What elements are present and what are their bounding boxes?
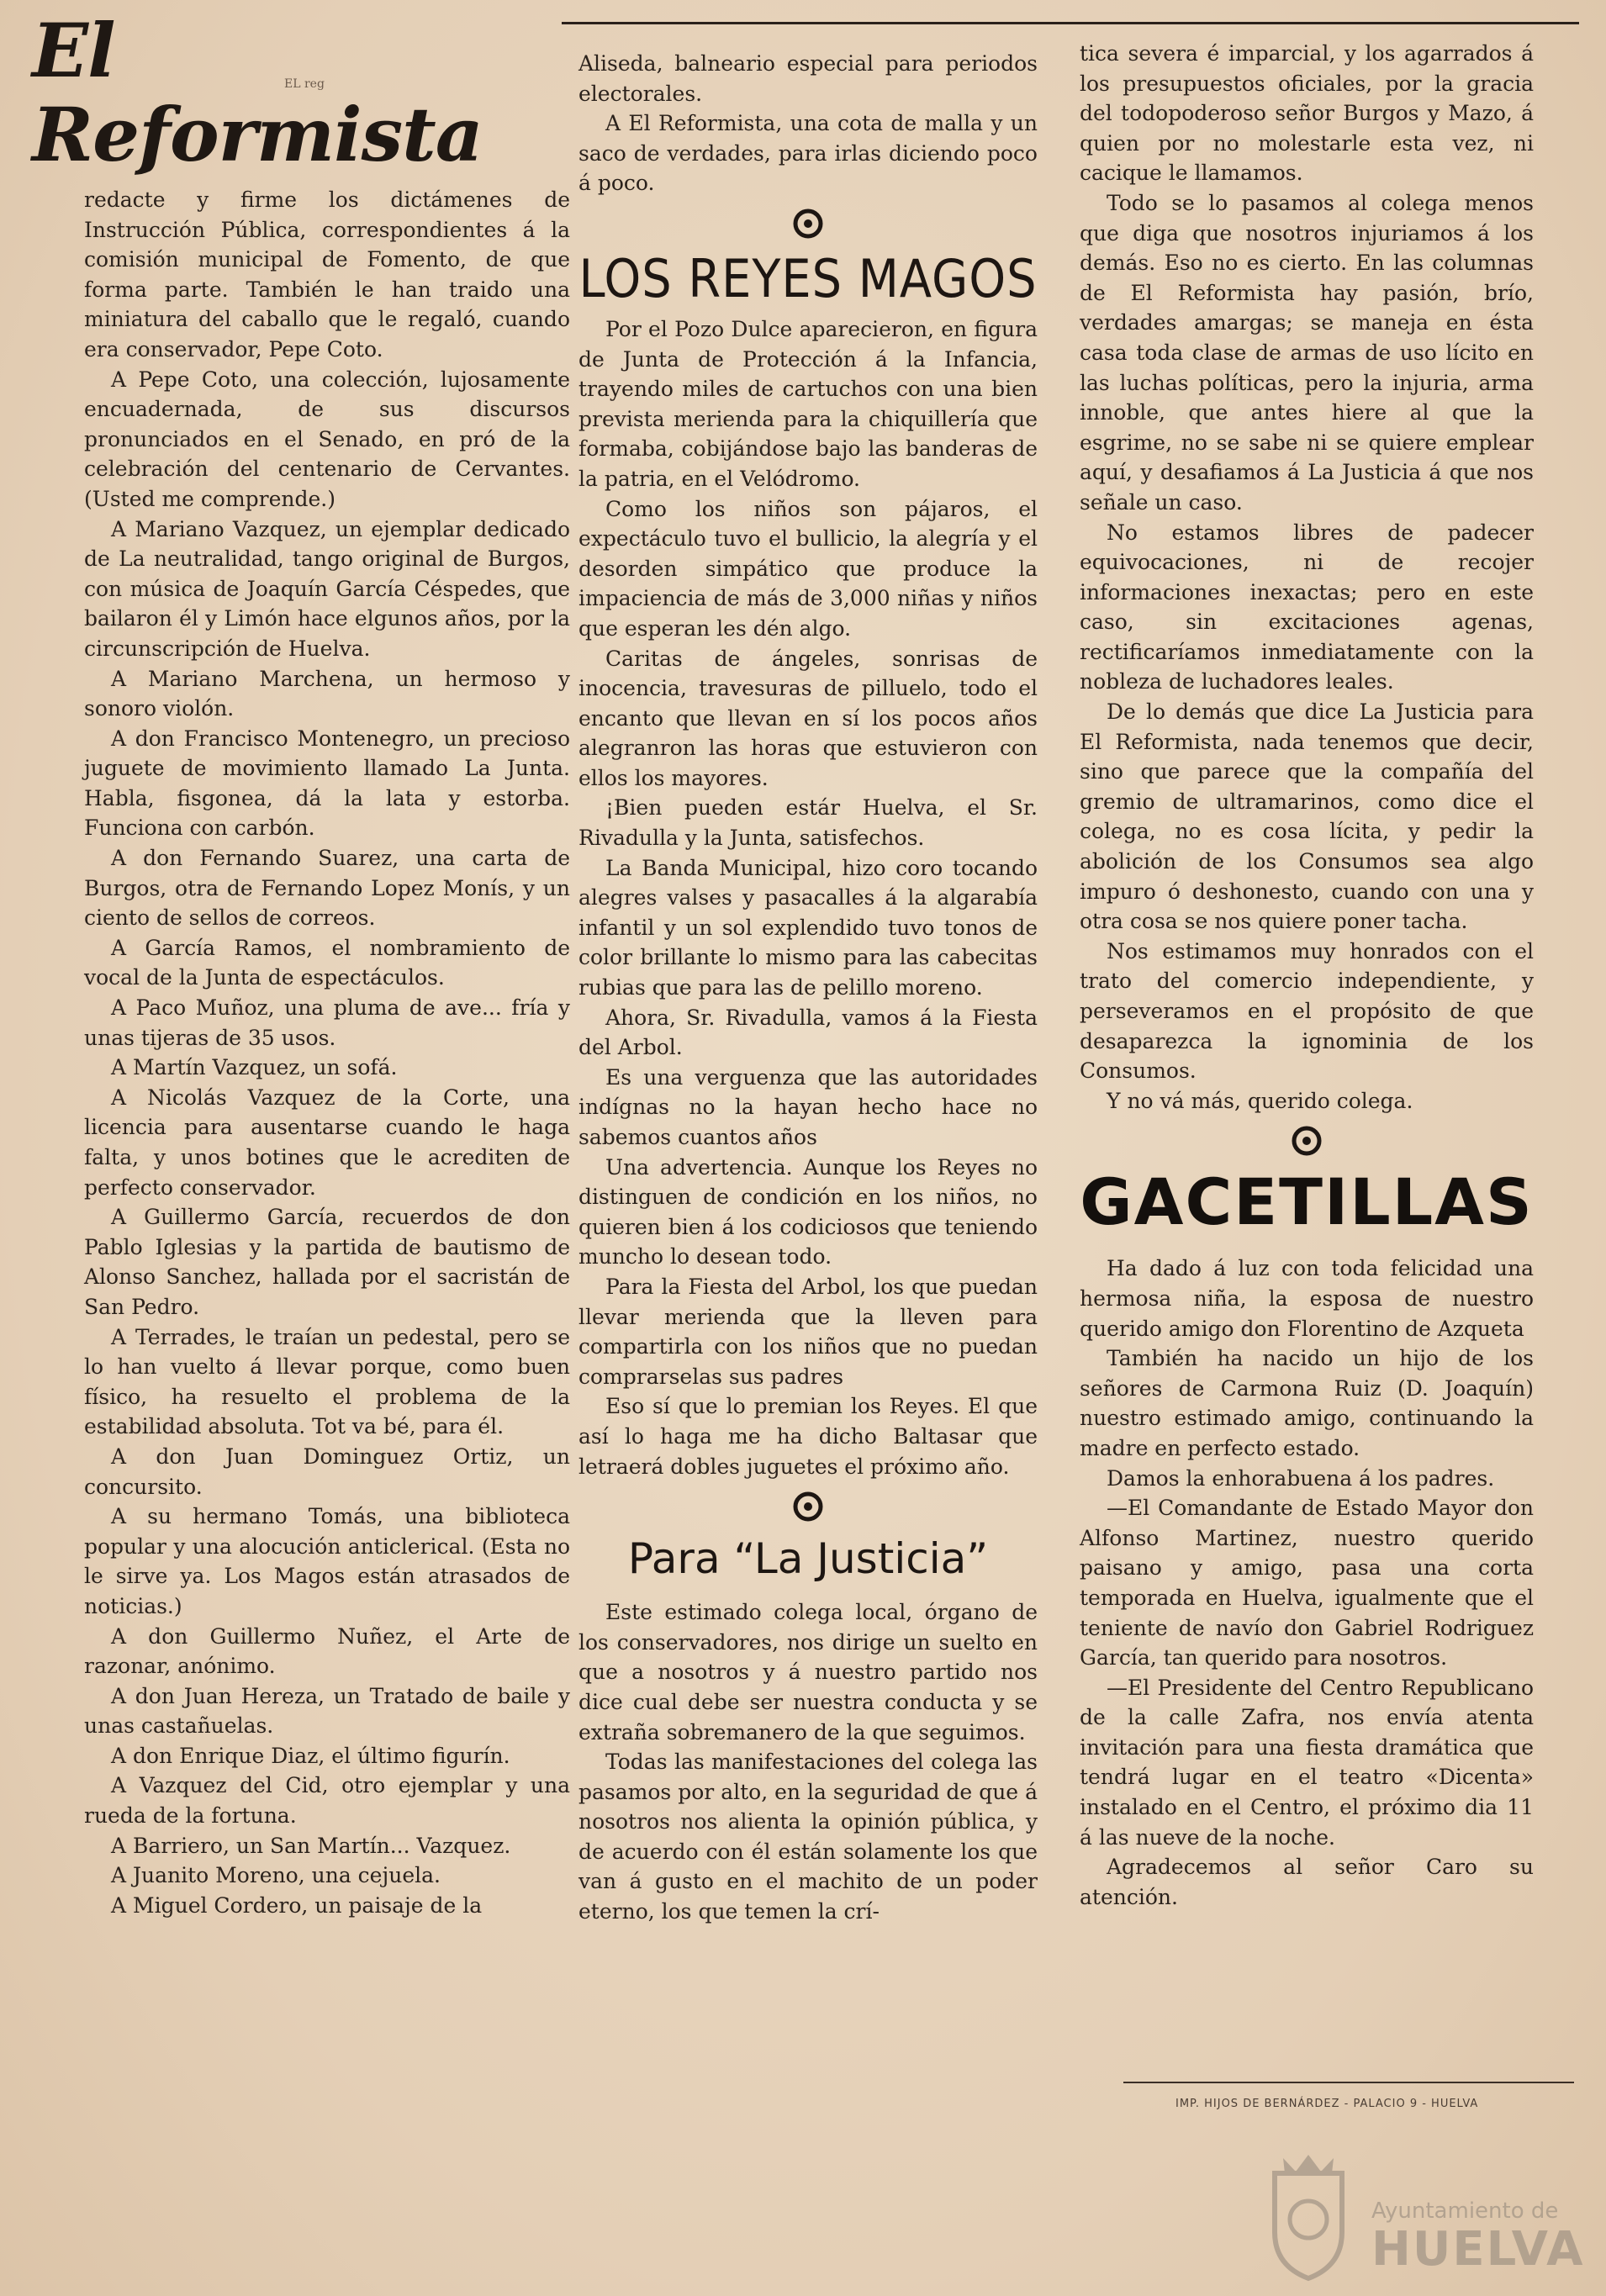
- paragraph: A don Francisco Montenegro, un precioso juguete de movimiento llamado La Junta. Habla, fisgonea, dá la lata y estorba. Funciona con carbón.: [84, 726, 570, 841]
- coat-of-arms-icon: [1258, 2148, 1359, 2283]
- paragraph: A Vazquez del Cid, otro ejemplar y una rueda de la fortuna.: [84, 1773, 570, 1829]
- ornament-icon: [1290, 1124, 1323, 1158]
- imprint-rule: [1123, 2082, 1574, 2083]
- paragraph: A don Fernando Suarez, una carta de Burgos, otra de Fernando Lopez Monís, y un ciento de sellos de correos.: [84, 846, 570, 931]
- paragraph: A Barriero, un San Martín... Vazquez.: [111, 1833, 511, 1858]
- paragraph: Damos la enhorabuena á los padres.: [1107, 1465, 1495, 1491]
- paragraph: Aliseda, balneario especial para periodos electorales.: [578, 51, 1038, 106]
- paragraph: Nos estimamos muy honrados con el trato del comercio independiente, y perseveramos en el propósito de que desaparezca la ignominia de los Consumos.: [1080, 938, 1534, 1084]
- paragraph: A don Juan Hereza, un Tratado de baile y unas castañuelas.: [84, 1683, 570, 1739]
- headline-gacetillas: GACETILLAS: [1080, 1164, 1534, 1240]
- paragraph: Este estimado colega local, órgano de los conservadores, nos dirige un suelto en que a nosotros y á nuestro partido nos dice cual debe ser nuestra conducta y se extraña sobremanero de la que seguimos.: [578, 1600, 1038, 1744]
- column-1: [84, 185, 570, 1920]
- paragraph: Eso sí que lo premian los Reyes. El que así lo haga me ha dicho Baltasar que letraerá dobles juguetes el próximo año.: [578, 1394, 1038, 1479]
- column-2: [578, 49, 1038, 1927]
- paragraph: redacte y firme los dictámenes de Instrucción Pública, correspondientes á la comisión municipal de Fomento, de que forma parte. También le han traido una miniatura del caballo que le regaló, cuando era conservador, Pepe Coto.: [84, 187, 570, 362]
- paragraph: A don Juan Dominguez Ortiz, un concursito.: [84, 1444, 570, 1499]
- archive-stamp: [1258, 2148, 1585, 2291]
- paragraph: A Juanito Moreno, una cejuela.: [111, 1863, 441, 1888]
- headline-para-la-justicia: Para “La Justicia”: [627, 1534, 989, 1584]
- masthead: [32, 7, 570, 178]
- paragraph: tica severa é imparcial, y los agarrados á los presupuestos oficiales, por la gracia del todopoderoso señor Burgos y Mazo, á quien por no molestarle esta vez, ni cacique le llamamos.: [1080, 41, 1534, 186]
- paragraph: Es una verguenza que las autoridades indígnas no la hayan hecho hace no sabemos cuantos años: [578, 1064, 1038, 1149]
- paragraph: —El Presidente del Centro Republicano de la calle Zafra, nos envía atenta invitación para una fiesta dramática que tendrá lugar en el teatro «Dicenta» instalado en el Centro, el próximo dia 11 á las nueve de la noche.: [1080, 1675, 1534, 1850]
- masthead-tagline: EL reg: [284, 77, 325, 91]
- paragraph: También ha nacido un hijo de los señores de Carmona Ruiz (D. Joaquín) nuestro estimado amigo, continuando la madre en perfecto estado.: [1080, 1346, 1534, 1460]
- paragraph: A Nicolás Vazquez de la Corte, una licencia para ausentarse cuando le haga falta, y unos botines que le acrediten de perfecto conservador.: [84, 1085, 570, 1200]
- paragraph: Para la Fiesta del Arbol, los que puedan llevar merienda que la lleven para compartirla con los niños que no puedan comprarselas sus padres: [578, 1274, 1038, 1389]
- paragraph: Como los niños son pájaros, el expectáculo tuvo el bullicio, la alegría y el desorden simpático que produce la impaciencia de más de 3,000 niñas y niños que esperan les dén algo.: [578, 496, 1038, 641]
- paragraph: Ahora, Sr. Rivadulla, vamos á la Fiesta del Arbol.: [578, 1005, 1038, 1060]
- paragraph: A Pepe Coto, una colección, lujosamente encuadernada, de sus discursos pronunciados en el Senado, en pró de la celebración del centenario de Cervantes. (Usted me comprende.): [84, 367, 570, 511]
- paragraph: A Mariano Vazquez, un ejemplar dedicado de La neutralidad, tango original de Burgos, con música de Joaquín García Céspedes, que bailaron él y Limón hace elgunos años, por la circunscripción de Huelva.: [84, 516, 570, 661]
- paragraph: Ha dado á luz con toda felicidad una hermosa niña, la esposa de nuestro querido amigo don Florentino de Azqueta: [1080, 1256, 1534, 1341]
- paragraph: Todo se lo pasamos al colega menos que diga que nosotros injuriamos á los demás. Eso no es cierto. En las columnas de El Reformista hay pasión, brío, verdades amargas; se maneja en ésta casa toda clase de armas de uso lícito en las luchas políticas, pero la injuria, arma innoble, que antes hiere al que la esgrime, no se sabe ni se quiere emplear aquí, y desafiamos á La Justicia á que nos señale un caso.: [1080, 190, 1534, 515]
- paragraph: Agradecemos al señor Caro su atención.: [1080, 1855, 1534, 1909]
- paragraph: A Paco Muñoz, una pluma de ave... fría y unas tijeras de 35 usos.: [84, 995, 570, 1050]
- paragraph: No estamos libres de padecer equivocaciones, ni de recojer informaciones inexactas; pero en este caso, sin excitaciones agenas, rectificaríamos inmediatamente con la nobleza de luchadores leales.: [1080, 520, 1534, 694]
- paragraph: Y no vá más, querido colega.: [1107, 1088, 1413, 1113]
- column-3: [1080, 39, 1534, 1912]
- paragraph: A García Ramos, el nombramiento de vocal de la Junta de espectáculos.: [84, 935, 570, 990]
- paragraph: A su hermano Tomás, una biblioteca popular y una alocución anticlerical. (Esta no le sirve ya. Los Magos están atrasados de noticias.): [84, 1504, 570, 1618]
- stamp-line-2: HUELVA: [1371, 2222, 1585, 2277]
- paragraph: Por el Pozo Dulce aparecieron, en figura de Junta de Protección á la Infancia, trayendo miles de cartuchos con una bien prevista merienda para la chiquillería que formaba, cobijándose bajo las banderas de la patria, en el Velódromo.: [578, 316, 1038, 491]
- paragraph: De lo demás que dice La Justicia para El Reformista, nada tenemos que decir, sino que parece que la compañía del gremio de ultramarinos, como dice el colega, no es cosa lícita, y pedir la abolición de los Consumos sea algo impuro ó deshonesto, cuando con una y otra cosa se nos quiere poner tacha.: [1080, 699, 1534, 934]
- imprint-line: IMP. HIJOS DE BERNÁRDEZ - PALACIO 9 - HUELVA: [1175, 2098, 1479, 2110]
- stamp-line-1: Ayuntamiento de: [1371, 2198, 1559, 2224]
- paragraph: ¡Bien pueden estár Huelva, el Sr. Rivadulla y la Junta, satisfechos.: [578, 795, 1038, 851]
- paragraph: Todas las manifestaciones del colega las pasamos por alto, en la seguridad de que á nosotros nos alienta la opinión pública, y de acuerdo con él están solamente los que van á gusto en el machito de un poder eterno, los que temen la crí-: [578, 1750, 1038, 1924]
- paragraph: A El Reformista, una cota de malla y un saco de verdades, para irlas diciendo poco á poco.: [578, 111, 1038, 196]
- paragraph: A Guillermo García, recuerdos de don Pablo Iglesias y la partida de bautismo de Alonso Sanchez, hallada por el sacristán de San Pedro.: [84, 1205, 570, 1319]
- headline-reyes-magos: LOS REYES MAGOS: [578, 247, 1038, 309]
- header-rule: [562, 22, 1579, 24]
- ornament-icon: [791, 1490, 825, 1523]
- ornament-icon: [791, 207, 825, 240]
- paragraph: Una advertencia. Aunque los Reyes no distinguen de condición en los niños, no quieren bien á los codiciosos que teniendo muncho lo desean todo.: [578, 1154, 1038, 1269]
- paragraph: A don Guillermo Nuñez, el Arte de razonar, anónimo.: [84, 1623, 570, 1679]
- paragraph: A Miguel Cordero, un paisaje de la: [111, 1892, 483, 1918]
- paragraph: A Mariano Marchena, un hermoso y sonoro violón.: [84, 666, 570, 721]
- paragraph: A Terrades, le traían un pedestal, pero se lo han vuelto á llevar porque, como buen físico, ha resuelto el problema de la estabilidad absoluta. Tot va bé, para él.: [84, 1324, 570, 1439]
- paragraph: La Banda Municipal, hizo coro tocando alegres valses y pasacalles á la algarabía infantil y un sol explendido tuvo tonos de color brillante lo mismo para las cabecitas rubias que para las de pelillo moreno.: [578, 855, 1038, 1000]
- paragraph: A Martín Vazquez, un sofá.: [111, 1055, 398, 1080]
- paragraph: —El Comandante de Estado Mayor don Alfonso Martinez, nuestro querido paisano y amigo, pasa una corta temporada en Huelva, igualmente que el teniente de navío don Gabriel Rodriguez García, tan querido para nosotros.: [1080, 1496, 1534, 1671]
- masthead-logo: El Reformista: [32, 7, 483, 178]
- paragraph: A don Enrique Diaz, el último figurín.: [111, 1743, 510, 1768]
- paragraph: Caritas de ángeles, sonrisas de inocencia, travesuras de pilluelo, todo el encanto que llevan en sí los pocos años alegranron las horas que estuvieron con ellos los mayores.: [578, 646, 1038, 790]
